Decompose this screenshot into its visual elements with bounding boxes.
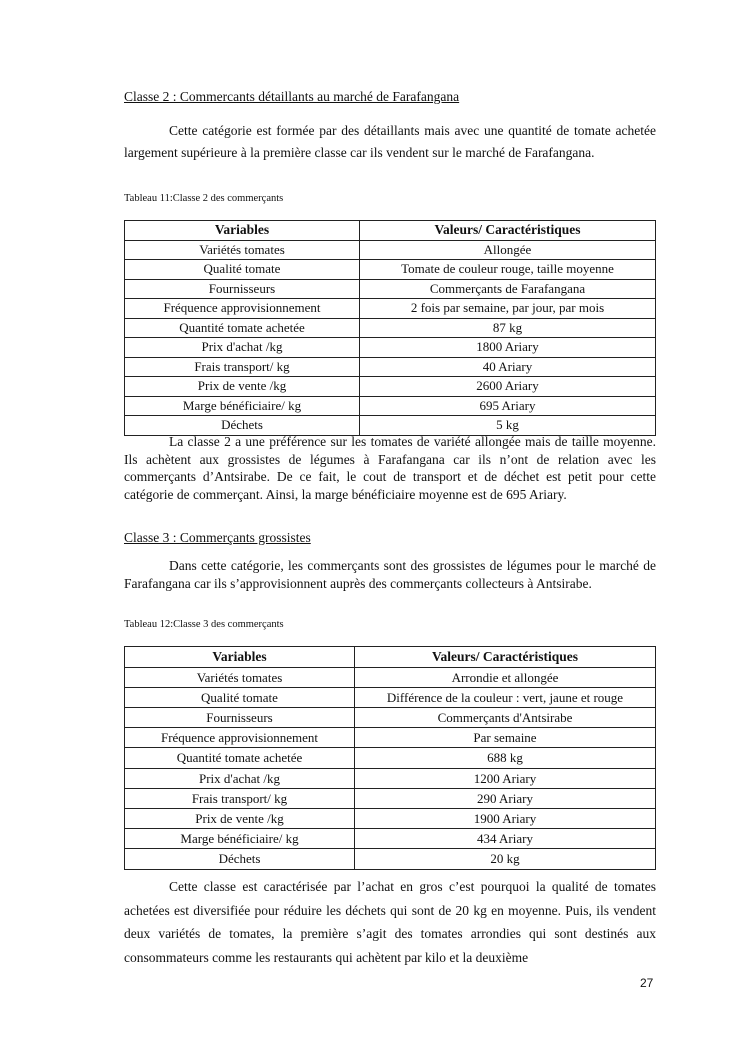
variable-cell: Fréquence approvisionnement [125,728,355,748]
variable-cell: Fournisseurs [125,708,355,728]
table-row [125,240,656,260]
column-header-variables: Variables [125,221,360,241]
value-cell: 434 Ariary [355,829,656,849]
variable-cell: Frais transport/ kg [125,788,355,808]
table-row [125,318,656,338]
variable-cell: Frais transport/ kg [125,357,360,377]
variable-cell: Déchets [125,416,360,436]
table-row [125,809,656,829]
variable-cell: Variétés tomates [125,667,355,687]
value-cell: 2600 Ariary [360,377,656,397]
table-header-row [125,221,656,241]
variable-cell: Prix d'achat /kg [125,768,355,788]
table-row [125,748,656,768]
table-row [125,377,656,397]
value-cell: 5 kg [360,416,656,436]
value-cell: 87 kg [360,318,656,338]
table-row [125,829,656,849]
table-row [125,338,656,358]
variable-cell: Prix d'achat /kg [125,338,360,358]
value-cell: Commerçants de Farafangana [360,279,656,299]
table-header-row [125,647,656,668]
value-cell: Allongée [360,240,656,260]
section-2-conclusion: La classe 2 a une préférence sur les tomates de variété allongée mais de taille moyenne. Ils achètent aux grossistes de légumes à Farafangana car ils n’ont de relation avec les commerçants d’Antsirabe. De ce fait, le cout de transport et de déchet est petit pour cette catégorie de commerçant. Ainsi, la marge bénéficiaire moyenne est de 695 Ariary. [124,434,656,502]
section-3-intro: Dans cette catégorie, les commerçants sont des grossistes de légumes pour le marché de Farafangana car ils s’approvisionnent auprès des commerçants collecteurs à Antsirabe. [124,558,656,591]
variable-cell: Qualité tomate [125,260,360,280]
value-cell: 1800 Ariary [360,338,656,358]
variable-cell: Fournisseurs [125,279,360,299]
value-cell: 290 Ariary [355,788,656,808]
variable-cell: Marge bénéficiaire/ kg [125,829,355,849]
variable-cell: Marge bénéficiaire/ kg [125,396,360,416]
value-cell: 688 kg [355,748,656,768]
variable-cell: Fréquence approvisionnement [125,299,360,319]
value-cell: 2 fois par semaine, par jour, par mois [360,299,656,319]
column-header-values: Valeurs/ Caractéristiques [360,221,656,241]
page-number: 27 [640,976,654,990]
table-row [125,687,656,707]
column-header-values: Valeurs/ Caractéristiques [355,647,656,668]
value-cell: 20 kg [355,849,656,869]
table-12-caption: Tableau 12:Classe 3 des commerçants [124,619,284,630]
table-row [125,768,656,788]
column-header-variables: Variables [125,647,355,668]
table-row [125,357,656,377]
variable-cell: Quantité tomate achetée [125,748,355,768]
table-row [125,396,656,416]
table-row [125,667,656,687]
variable-cell: Variétés tomates [125,240,360,260]
variable-cell: Prix de vente /kg [125,377,360,397]
variable-cell: Quantité tomate achetée [125,318,360,338]
table-row [125,708,656,728]
table-row [125,728,656,748]
section-3-heading: Classe 3 : Commerçants grossistes [124,530,311,545]
table-11-caption: Tableau 11:Classe 2 des commerçants [124,193,284,204]
value-cell: 1900 Ariary [355,809,656,829]
table-row [125,260,656,280]
value-cell: 695 Ariary [360,396,656,416]
table-12 [124,646,656,870]
table-11 [124,220,656,436]
value-cell: 1200 Ariary [355,768,656,788]
section-2-intro: Cette catégorie est formée par des détaillants mais avec une quantité de tomate achetée largement supérieure à la première classe car ils vendent sur le marché de Farafangana. [124,123,656,160]
value-cell: Tomate de couleur rouge, taille moyenne [360,260,656,280]
table-row [125,788,656,808]
variable-cell: Prix de vente /kg [125,809,355,829]
value-cell: Différence de la couleur : vert, jaune et rouge [355,687,656,707]
variable-cell: Qualité tomate [125,687,355,707]
variable-cell: Déchets [125,849,355,869]
value-cell: 40 Ariary [360,357,656,377]
table-row [125,299,656,319]
section-2-heading: Classe 2 : Commercants détaillants au marché de Farafangana [124,89,460,104]
value-cell: Par semaine [355,728,656,748]
table-row [125,849,656,869]
table-row [125,279,656,299]
value-cell: Arrondie et allongée [355,667,656,687]
value-cell: Commerçants d'Antsirabe [355,708,656,728]
section-3-conclusion: Cette classe est caractérisée par l’achat en gros c’est pourquoi la qualité de tomates achetées est diversifiée pour réduire les déchets qui sont de 20 kg en moyenne. Puis, ils vendent deux variétés de tomates, la première s’agit des tomates arrondies qui sont destinés aux consommateurs comme les restaurants qui achètent par kilo et la deuxième [124,879,656,965]
